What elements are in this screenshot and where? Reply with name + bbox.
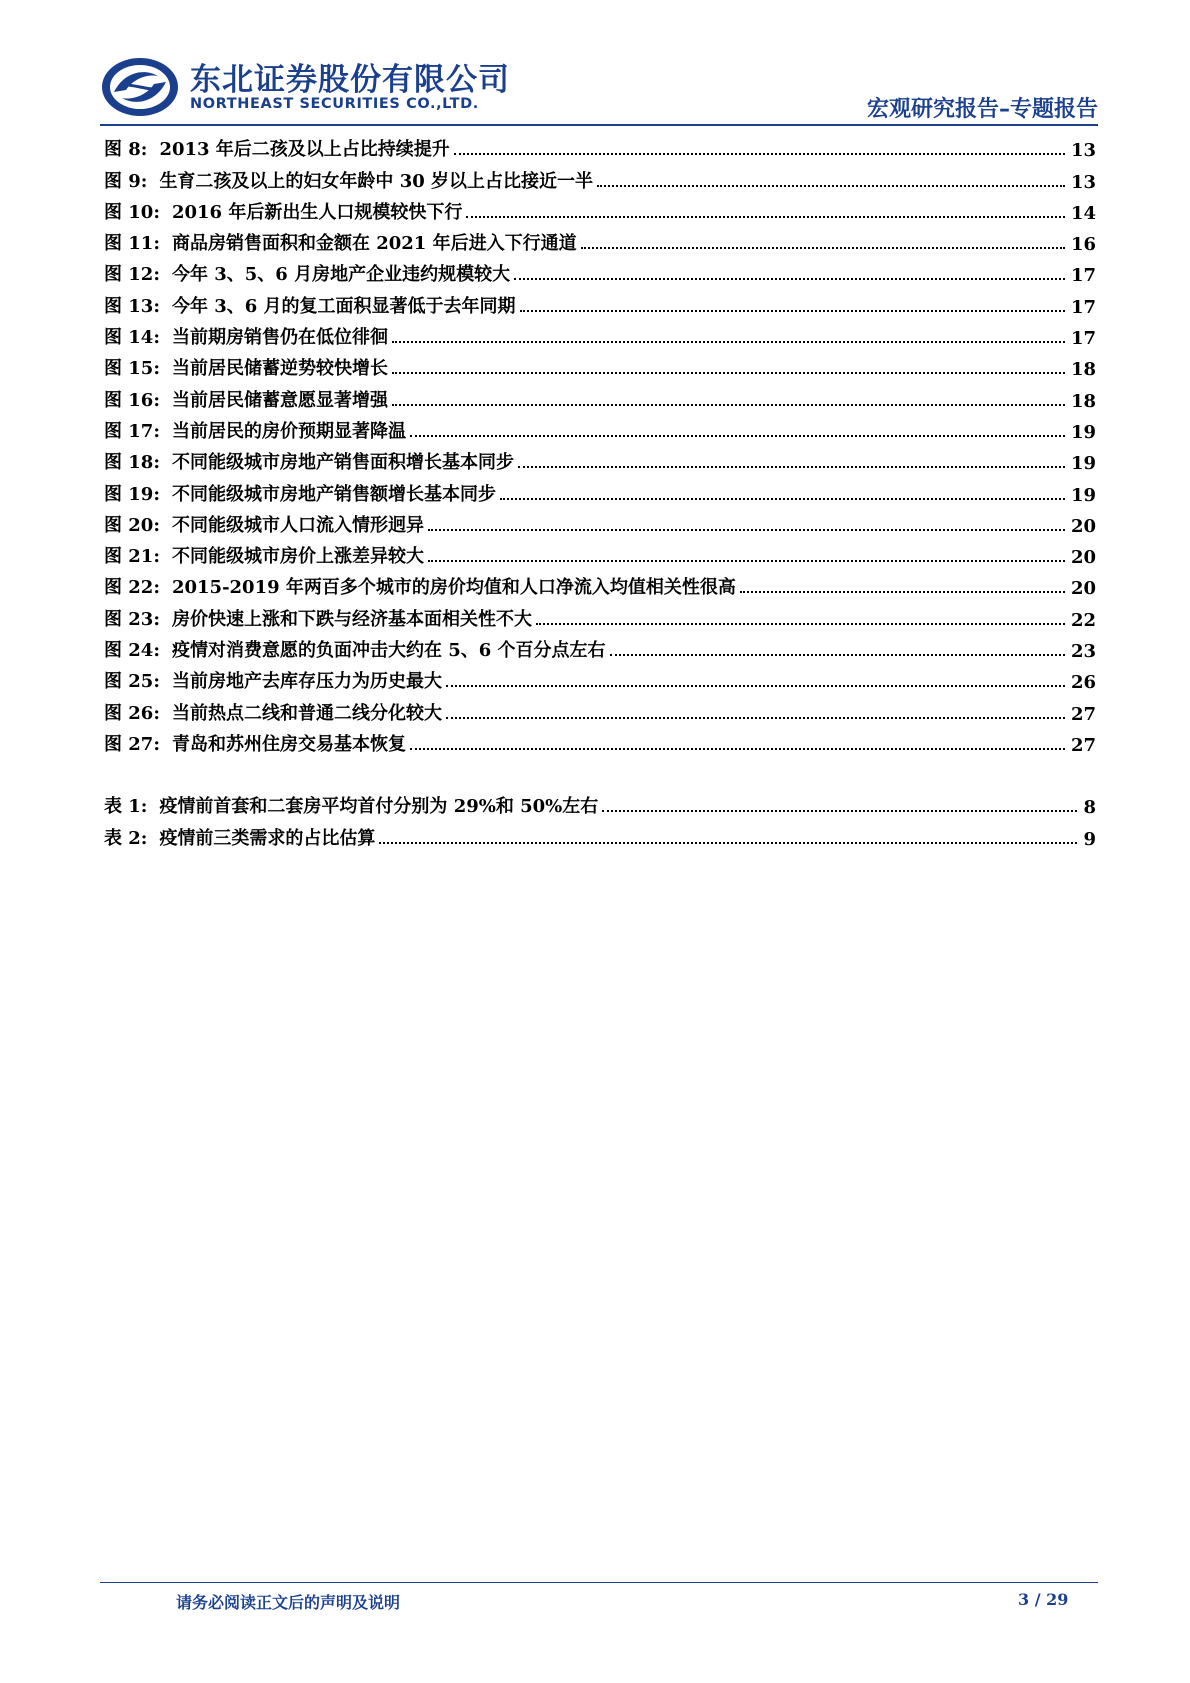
dot-leader xyxy=(597,185,1065,187)
figure-entry[interactable] xyxy=(104,255,1096,286)
figure-entry[interactable] xyxy=(104,349,1096,380)
figure-entry[interactable] xyxy=(104,568,1096,599)
figure-label: 图 24: xyxy=(104,640,160,662)
table-label: 表 1: xyxy=(104,796,148,818)
company-name-en: NORTHEAST SECURITIES CO.,LTD. xyxy=(190,96,479,112)
dot-leader xyxy=(610,654,1065,656)
figure-page-number: 17 xyxy=(1070,328,1096,350)
dot-leader xyxy=(514,278,1065,280)
figure-label: 图 22: xyxy=(104,577,160,599)
figure-entry[interactable] xyxy=(104,725,1096,756)
header-divider xyxy=(100,124,1098,126)
figure-title: 不同能级城市房地产销售额增长基本同步 xyxy=(171,483,496,505)
figure-entry[interactable] xyxy=(104,161,1096,192)
figure-label: 图 26: xyxy=(104,702,160,724)
dot-leader xyxy=(392,404,1065,406)
page-header xyxy=(0,0,1190,130)
dot-leader xyxy=(518,466,1065,468)
figure-entry[interactable] xyxy=(104,506,1096,537)
figure-title: 当前房地产去库存压力为历史最大 xyxy=(171,671,442,693)
dot-leader xyxy=(500,498,1065,500)
figure-entry[interactable] xyxy=(104,599,1096,630)
figure-label: 图 12: xyxy=(104,264,160,286)
table-title: 疫情前三类需求的占比估算 xyxy=(159,827,376,849)
figure-entry[interactable] xyxy=(104,286,1096,317)
table-entry[interactable] xyxy=(104,818,1096,849)
figure-entry[interactable] xyxy=(104,412,1096,443)
figure-page-number: 20 xyxy=(1070,515,1096,537)
figure-page-number: 23 xyxy=(1070,641,1096,663)
figure-entry[interactable] xyxy=(104,537,1096,568)
figure-title: 当前期房销售仍在低位徘徊 xyxy=(171,327,388,349)
company-name-cn: 东北证券股份有限公司 xyxy=(190,62,510,98)
disclaimer-note: 请务必阅读正文后的声明及说明 xyxy=(176,1593,401,1612)
table-label: 表 2: xyxy=(104,827,148,849)
figure-entry[interactable] xyxy=(104,662,1096,693)
figure-title: 当前热点二线和普通二线分化较大 xyxy=(171,702,442,724)
dot-leader xyxy=(392,372,1065,374)
figure-page-number: 14 xyxy=(1070,202,1096,224)
figure-entry[interactable] xyxy=(104,193,1096,224)
figure-page-number: 19 xyxy=(1070,453,1096,475)
figure-page-number: 18 xyxy=(1070,390,1096,412)
figure-page-number: 13 xyxy=(1070,171,1096,193)
figure-title: 今年 3、5、6 月房地产企业违约规模较大 xyxy=(171,264,511,286)
figure-title: 青岛和苏州住房交易基本恢复 xyxy=(171,733,406,755)
dot-leader xyxy=(454,153,1065,155)
figure-label: 图 11: xyxy=(104,233,160,255)
dot-leader xyxy=(410,435,1065,437)
table-page-number: 8 xyxy=(1083,797,1096,819)
figure-title: 不同能级城市人口流入情形迥异 xyxy=(171,514,424,536)
figure-label: 图 14: xyxy=(104,327,160,349)
figure-entry[interactable] xyxy=(104,443,1096,474)
figure-page-number: 18 xyxy=(1070,359,1096,381)
figure-label: 图 19: xyxy=(104,483,160,505)
dot-leader xyxy=(602,810,1077,812)
figure-label: 图 15: xyxy=(104,358,160,380)
footer-divider xyxy=(100,1582,1098,1583)
figure-label: 图 21: xyxy=(104,546,160,568)
table-title: 疫情前首套和二套房平均首付分别为 29%和 50%左右 xyxy=(159,796,599,818)
figure-label: 图 10: xyxy=(104,201,160,223)
figure-label: 图 8: xyxy=(104,139,148,161)
figure-entry[interactable] xyxy=(104,130,1096,161)
table-page-number: 9 xyxy=(1083,828,1096,850)
dot-leader xyxy=(379,842,1077,844)
figure-label: 图 9: xyxy=(104,170,148,192)
dot-leader xyxy=(446,717,1065,719)
dot-leader xyxy=(740,591,1065,593)
figure-label: 图 13: xyxy=(104,295,160,317)
figure-entry[interactable] xyxy=(104,631,1096,662)
dot-leader xyxy=(536,623,1065,625)
figure-title: 2013 年后二孩及以上占比持续提升 xyxy=(159,139,450,161)
figure-list xyxy=(104,130,1096,756)
figure-title: 房价快速上涨和下跌与经济基本面相关性不大 xyxy=(171,608,532,630)
page-indicator: 3 / 29 xyxy=(1018,1590,1069,1609)
northeast-securities-logo-icon xyxy=(100,56,180,118)
figure-title: 2015-2019 年两百多个城市的房价均值和人口净流入均值相关性很高 xyxy=(171,577,736,599)
figure-label: 图 27: xyxy=(104,733,160,755)
figure-entry[interactable] xyxy=(104,318,1096,349)
figure-title: 当前居民的房价预期显著降温 xyxy=(171,420,406,442)
figure-title: 商品房销售面积和金额在 2021 年后进入下行通道 xyxy=(171,233,577,255)
figure-title: 今年 3、6 月的复工面积显著低于去年同期 xyxy=(171,295,516,317)
dot-leader xyxy=(446,685,1065,687)
figure-page-number: 26 xyxy=(1070,672,1096,694)
figure-page-number: 20 xyxy=(1070,547,1096,569)
dot-leader xyxy=(428,560,1065,562)
figure-label: 图 20: xyxy=(104,514,160,536)
dot-leader xyxy=(392,341,1065,343)
figure-label: 图 25: xyxy=(104,671,160,693)
dot-leader xyxy=(466,216,1065,218)
figure-label: 图 23: xyxy=(104,608,160,630)
figure-page-number: 22 xyxy=(1070,609,1096,631)
figure-entry[interactable] xyxy=(104,224,1096,255)
figure-title: 疫情对消费意愿的负面冲击大约在 5、6 个百分点左右 xyxy=(171,640,606,662)
figure-page-number: 19 xyxy=(1070,421,1096,443)
figure-label: 图 17: xyxy=(104,420,160,442)
figure-entry[interactable] xyxy=(104,380,1096,411)
figure-page-number: 17 xyxy=(1070,296,1096,318)
figure-page-number: 27 xyxy=(1070,734,1096,756)
figure-label: 图 18: xyxy=(104,452,160,474)
figure-title: 不同能级城市房价上涨差异较大 xyxy=(171,546,424,568)
figure-page-number: 17 xyxy=(1070,265,1096,287)
figure-page-number: 16 xyxy=(1070,234,1096,256)
dot-leader xyxy=(428,529,1065,531)
figure-title: 当前居民储蓄意愿显著增强 xyxy=(171,389,388,411)
figure-entry[interactable] xyxy=(104,474,1096,505)
report-type: 宏观研究报告–专题报告 xyxy=(866,97,1098,122)
figure-title: 2016 年后新出生人口规模较快下行 xyxy=(171,201,463,223)
figure-title: 生育二孩及以上的妇女年龄中 30 岁以上占比接近一半 xyxy=(159,170,594,192)
figure-title: 当前居民储蓄逆势较快增长 xyxy=(171,358,388,380)
table-list xyxy=(104,787,1096,850)
figure-entry[interactable] xyxy=(104,693,1096,724)
figure-label: 图 16: xyxy=(104,389,160,411)
table-entry[interactable] xyxy=(104,787,1096,818)
figure-page-number: 20 xyxy=(1070,578,1096,600)
figure-page-number: 27 xyxy=(1070,703,1096,725)
figure-page-number: 19 xyxy=(1070,484,1096,506)
dot-leader xyxy=(520,310,1065,312)
dot-leader xyxy=(581,247,1065,249)
dot-leader xyxy=(410,748,1065,750)
figure-page-number: 13 xyxy=(1070,140,1096,162)
figure-title: 不同能级城市房地产销售面积增长基本同步 xyxy=(171,452,514,474)
